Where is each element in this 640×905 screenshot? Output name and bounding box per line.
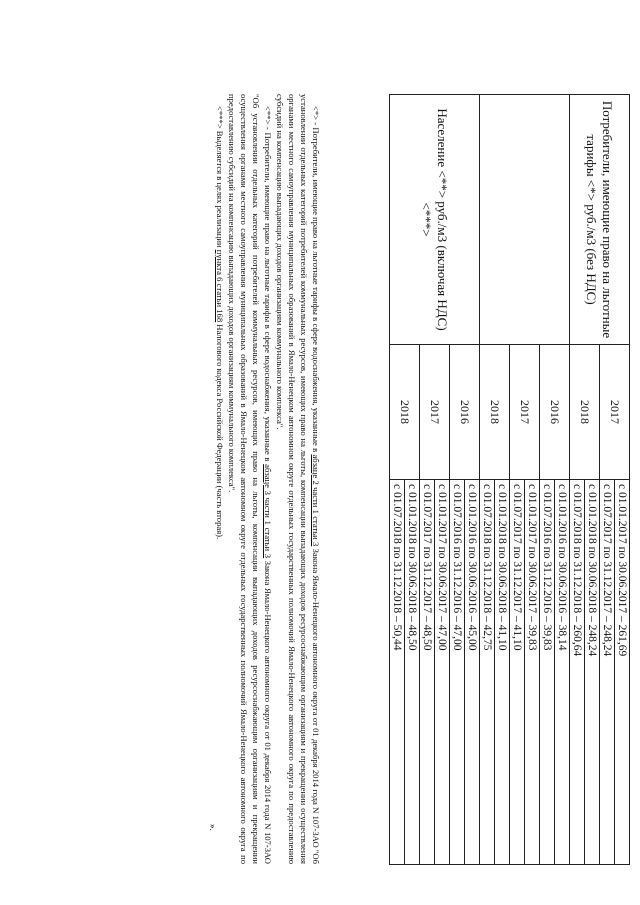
- footnote-link[interactable]: абзаце 3 части 1 статьи 3: [263, 464, 273, 559]
- table-row: [615, 95, 630, 865]
- period-cell: с 01.07.2017 по 31.12.2017 – 41,10: [510, 480, 525, 865]
- period-cell: с 01.07.2016 по 31.12.2016 – 47,00: [450, 480, 465, 865]
- year-cell: 2016: [450, 345, 480, 480]
- tariff-table: [389, 94, 630, 865]
- period-cell: с 01.07.2016 по 31.12.2016 – 39,83: [540, 480, 555, 865]
- category-cell: [480, 95, 570, 345]
- footnote-text: Закона Ямало-Ненецкого автономного округа от 01 декабря 2014 года N 107-ЗАО "Об установлении отдельных категорий потребителей коммунальных ресурсов, имеющих право на льготы, компенсации выпадающих доходов ресурсоснабжающим организациям и прекращении осуществления органами местного самоуправления муниципальных образований в Ямало-Ненецком автономном округе отдельных государственных полномочий Ямало-Ненецкого автономного округа по предоставлению субсидий на компенсацию выпадающих доходов организациям коммунального комплекса".: [227, 94, 273, 865]
- footnote-text: Закона Ямало-Ненецкого автономного округа от 01 декабря 2014 года N 107-ЗАО "Об установлении отдельных категорий потребителей коммунальных ресурсов, имеющих право на льготы, компенсации выпадающих доходов ресурсоснабжающим организациям и прекращении осуществления органами местного самоуправления муниципальных образований в Ямало-Ненецком автономном округе отдельных государственных полномочий Ямало-Ненецкого автономного округа по предоставлению субсидий на компенсацию выпадающих доходов организациям коммунального комплекса".: [275, 94, 321, 864]
- period-cell: с 01.01.2017 по 30.06.2017 – 39,83: [525, 480, 540, 865]
- period-cell: с 01.01.2016 по 30.06.2016 – 38,14: [555, 480, 570, 865]
- footnote-link[interactable]: пункта 6 статьи 168: [215, 249, 225, 323]
- year-cell: 2018: [480, 345, 510, 480]
- year-cell: 2017: [600, 345, 630, 480]
- period-cell: с 01.07.2018 по 31.12.2018 – 50,44: [390, 480, 405, 865]
- table-row: [555, 95, 570, 865]
- period-cell: с 01.01.2017 по 30.06.2017 – 261,69: [615, 480, 630, 865]
- category-cell: Потребители, имеющие право на льготные тарифы <*> руб./м3 (без НДС): [570, 95, 630, 345]
- period-cell: с 01.01.2017 по 30.06.2017 – 47,00: [435, 480, 450, 865]
- period-cell: с 01.01.2018 по 30.06.2018 – 41,10: [495, 480, 510, 865]
- period-cell: с 01.07.2017 по 31.12.2017 – 48,50: [420, 480, 435, 865]
- year-cell: 2018: [390, 345, 420, 480]
- footnote-3: [214, 94, 226, 864]
- footnote-text: <***> Выделяется в целях реализации: [215, 106, 225, 250]
- category-cell: Население <**> руб./м3 (включая НДС) <***>: [390, 95, 480, 345]
- period-cell: с 01.07.2018 по 31.12.2018 – 260,64: [570, 480, 585, 865]
- footnote-text: <**> - Потребители, имеющие право на льготные тарифы в сфере водоснабжения, указанные в: [263, 106, 273, 465]
- footnote-text: Налогового кодекса Российской Федерации (часть вторая).: [215, 322, 225, 540]
- period-cell: с 01.07.2017 по 31.12.2017 – 248,24: [600, 480, 615, 865]
- year-cell: 2017: [510, 345, 540, 480]
- year-cell: 2016: [540, 345, 570, 480]
- table-row: [465, 95, 480, 865]
- year-cell: 2017: [420, 345, 450, 480]
- closing-quote-mark: ».: [208, 824, 218, 831]
- footnotes: [214, 94, 322, 864]
- year-cell: 2018: [570, 345, 600, 480]
- footnote-2: [226, 94, 274, 864]
- footnote-1: [274, 94, 322, 864]
- period-cell: с 01.01.2016 по 30.06.2016 – 45,00: [465, 480, 480, 865]
- footnote-text: <*> - Потребители, имеющие право на льготные тарифы в сфере водоснабжения, указанные в: [311, 106, 321, 455]
- period-cell: с 01.01.2018 по 30.06.2018 – 48,50: [405, 480, 420, 865]
- period-cell: с 01.07.2018 по 31.12.2018 – 42,75: [480, 480, 495, 865]
- period-cell: с 01.01.2018 по 30.06.2018 – 248,24: [585, 480, 600, 865]
- footnote-link[interactable]: абзаце 2 части 1 статьи 3: [311, 454, 321, 547]
